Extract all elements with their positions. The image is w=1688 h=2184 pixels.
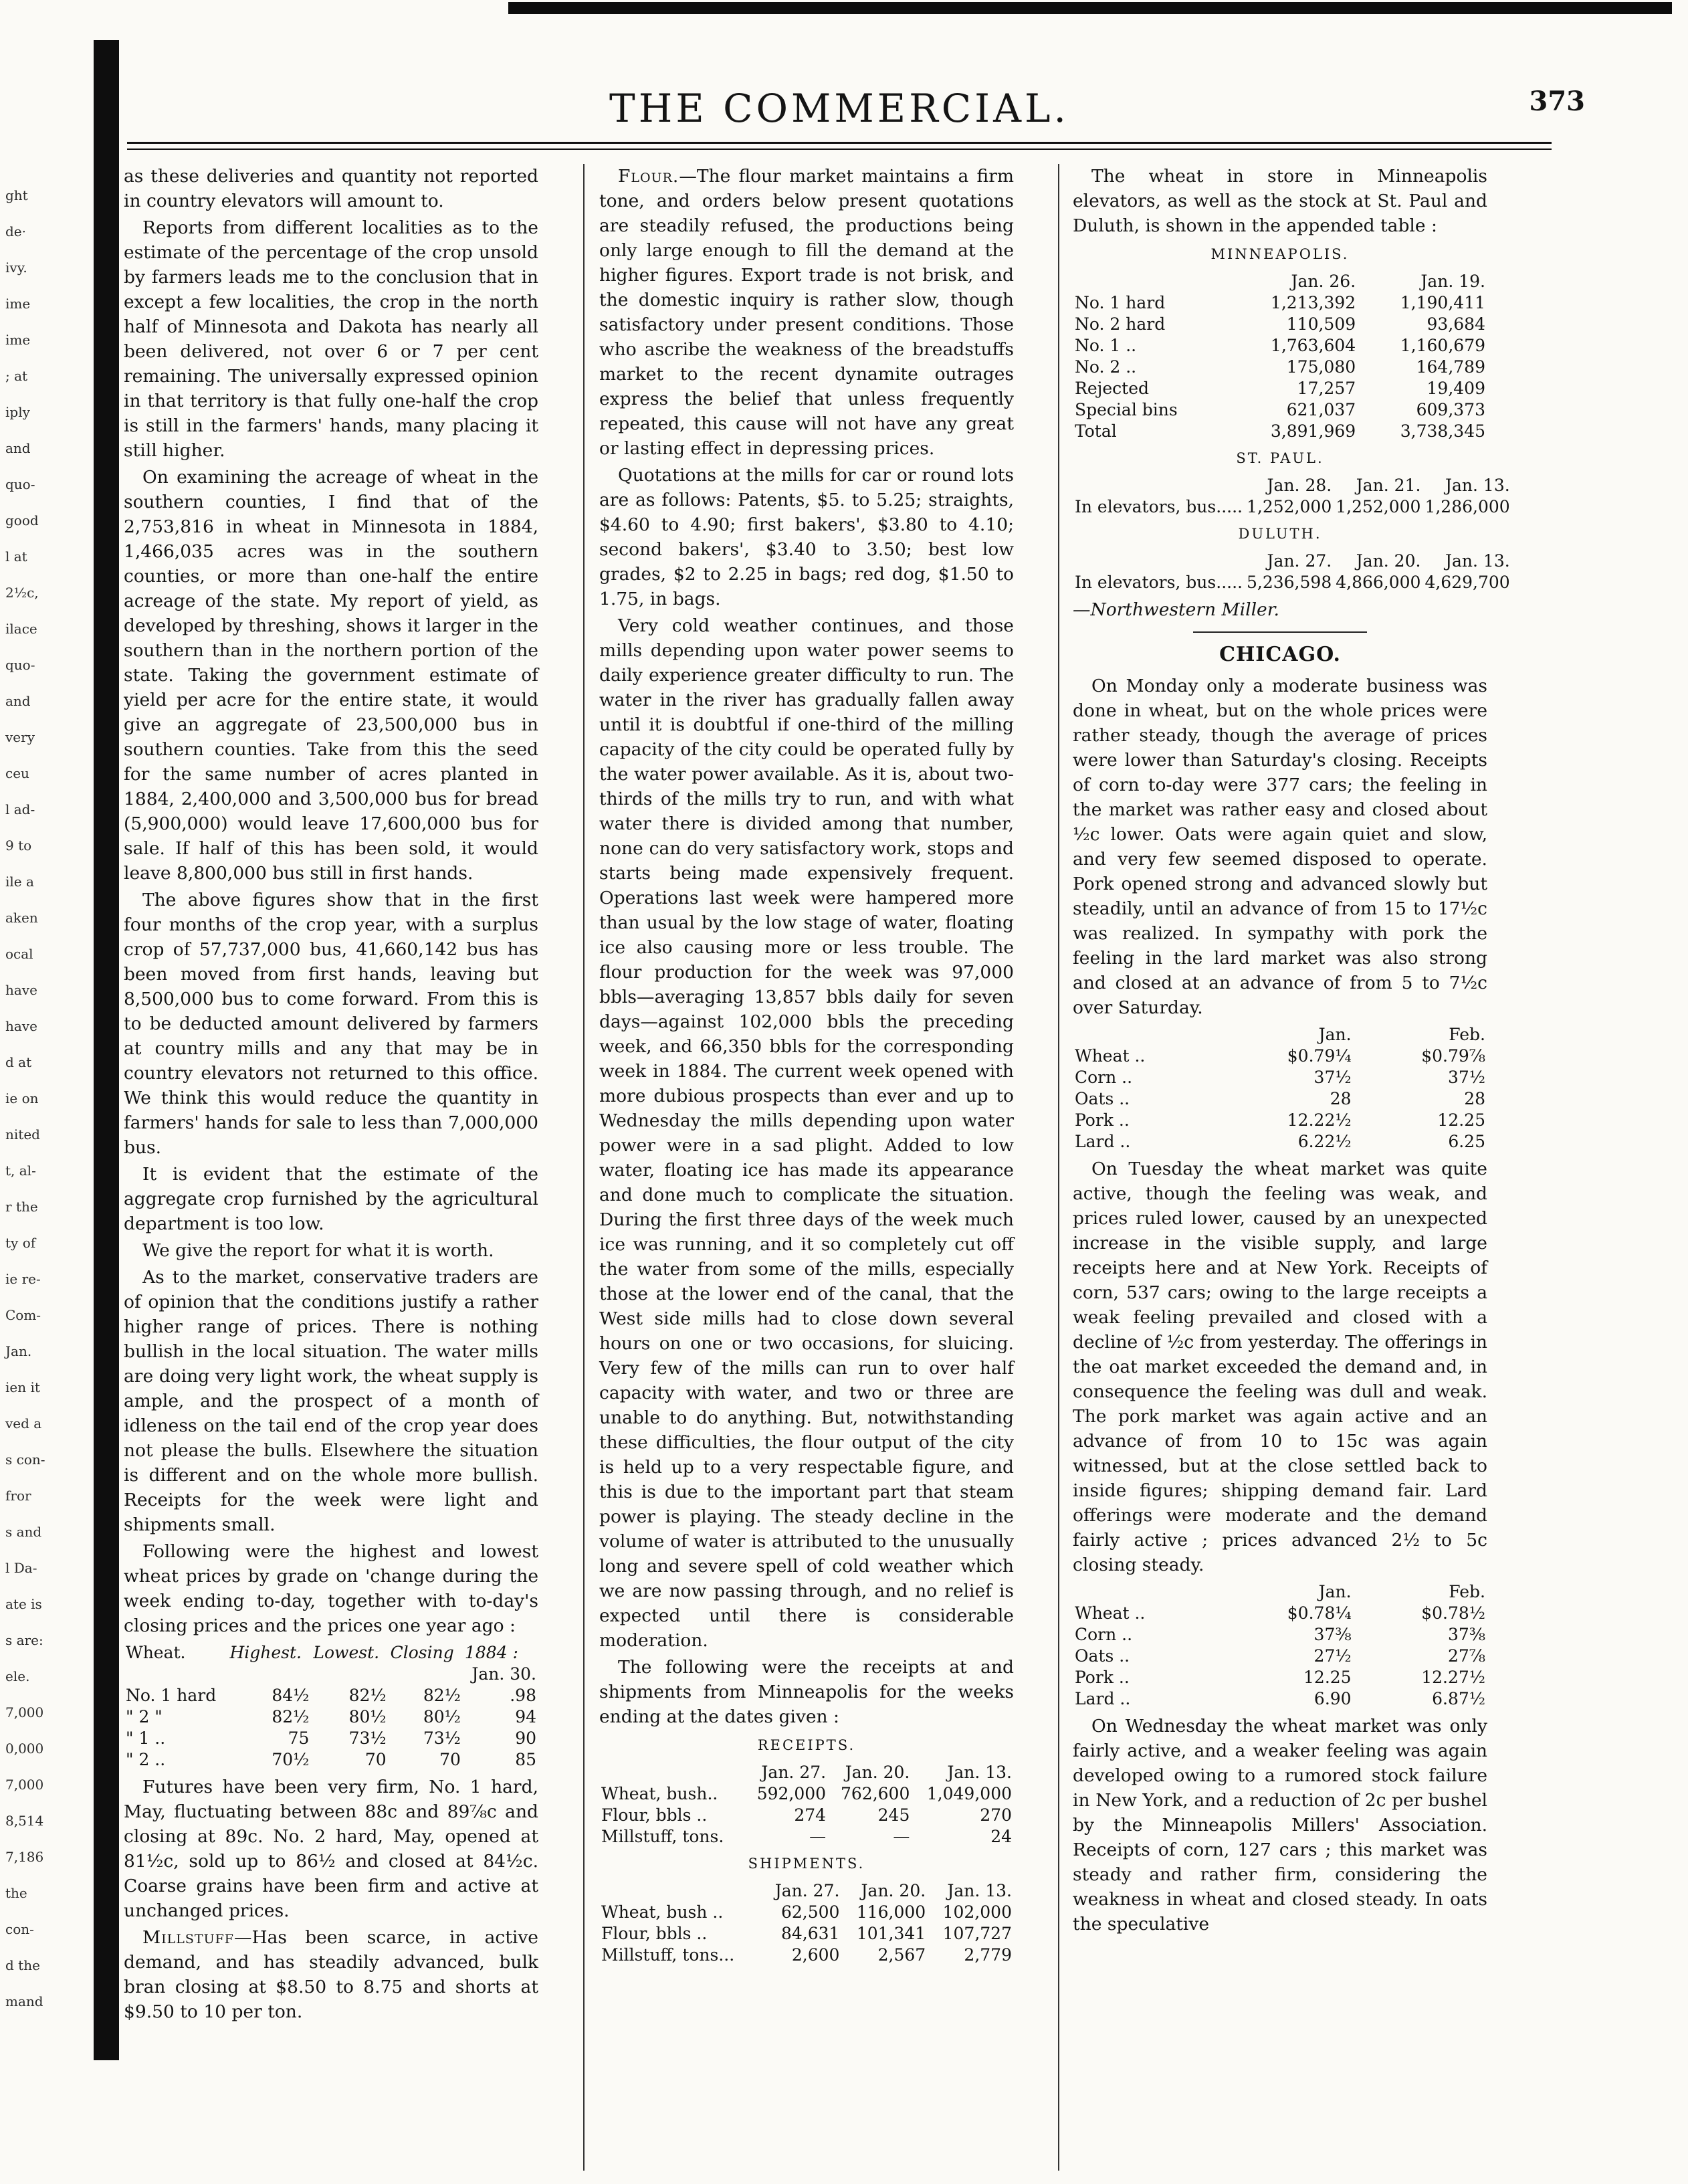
table-cell: Total [1075, 421, 1117, 441]
table-cell: " 1 .. [126, 1728, 166, 1748]
table-cell: No. 1 .. [1075, 336, 1137, 355]
table-cell: No. 1 hard [126, 1686, 217, 1705]
table-cell: 17,257 [1297, 379, 1356, 398]
paragraph: Following were the highest and lowest wheat prices by grade on 'change during the week ending to-day, together with to-day's closing prices and the prices one year ago : [124, 1541, 538, 1636]
table-cell: 37½ [1313, 1068, 1352, 1087]
margin-fragment: l ad- [5, 801, 35, 817]
table-header-cell: Jan. 27. [761, 1763, 827, 1782]
table-cell: 75 [288, 1728, 310, 1748]
table-cell: Corn .. [1075, 1068, 1133, 1087]
table-cell: 116,000 [856, 1902, 926, 1922]
table-header-cell: Jan. 28. [1267, 476, 1332, 495]
margin-fragment: quo- [5, 476, 35, 492]
table-cell: 609,373 [1416, 400, 1485, 419]
margin-fragment: ivy. [5, 260, 27, 276]
table-cell: 84,631 [780, 1924, 840, 1943]
margin-fragment: good [5, 512, 39, 528]
table-cell: 70 [364, 1750, 387, 1769]
margin-fragment: fror [5, 1488, 31, 1504]
margin-fragment: ; at [5, 368, 28, 384]
table-cell: 6.22½ [1297, 1132, 1352, 1151]
table-cell: 164,789 [1416, 357, 1485, 377]
table-cell: 28 [1330, 1089, 1352, 1108]
table-row [1073, 399, 1487, 421]
table-cell: .98 [510, 1686, 536, 1705]
paragraph: On examining the acreage of wheat in the southern counties, I find that of the 2,753,816 in wheat in Minnesota in 1884, 1,466,035 acres was in the southern counties, or more than one-half the entire acreage of the state. My report of yield, as developed by threshing, shows it larger in the southern than in the northern portion of the state. Taking the government estimate of yield per acre for the entire state, it would give an aggregate of 23,500,000 bus in southern counties. Take from this the seed for the same number of acres planted in 1884, 2,400,000 and 3,500,000 bus for bread (5,900,000) would leave 17,600,000 bus for sale. If half of this has been sold, it would leave 8,800,000 bus still in first hands. [124, 467, 538, 884]
table-cell: 1,763,604 [1270, 336, 1356, 355]
table-cell: Millstuff, tons. [601, 1827, 724, 1846]
margin-fragment: ate is [5, 1596, 42, 1612]
table-header-cell: Jan. 27. [1267, 551, 1332, 571]
table-header-cell: Feb. [1449, 1025, 1485, 1044]
table-row [1073, 572, 1512, 593]
table-cell: 175,080 [1286, 357, 1356, 377]
table-header-cell: Jan. 27. [774, 1881, 840, 1900]
table-cell: 592,000 [756, 1784, 827, 1803]
paragraph-body: —The flour market maintains a firm tone, and orders below present quotations are steadily refused, the productions being only large enough to fill the demand at the higher figures. Export trade is not brisk, and the domestic inquiry is rather slow, though satisfactory under present conditions. Those who ascribe the weakness of the breadstuffs market to the recent dynamite outrages express the belief that unless frequently repeated, this cause will not have any great or lasting effect in depressing prices. [599, 166, 1014, 459]
table-cell: 27⅞ [1447, 1646, 1485, 1666]
table-cell: 82½ [348, 1686, 387, 1705]
table-cell: 1,213,392 [1270, 293, 1356, 312]
margin-fragment: ie on [5, 1090, 39, 1106]
table-header-cell: Wheat. [126, 1643, 186, 1662]
chicago-prices-table-2 [1073, 1581, 1487, 1710]
table-header-cell: Feb. [1449, 1582, 1485, 1601]
table-cell: 80½ [423, 1707, 461, 1726]
margin-fragment: r the [5, 1199, 38, 1215]
margin-fragment: Jan. [5, 1343, 32, 1359]
table-cell: Wheat .. [1075, 1046, 1146, 1066]
table-cell: 80½ [348, 1707, 387, 1726]
table-header-cell: Jan. 13. [947, 1763, 1012, 1782]
table-header-row [1073, 271, 1487, 292]
table-cell: 37⅜ [1313, 1625, 1352, 1644]
margin-fragment: s and [5, 1524, 42, 1540]
table-cell: 5,236,598 [1246, 573, 1332, 592]
table-row [1073, 1688, 1487, 1710]
table-cell: " 2 .. [126, 1750, 166, 1769]
paragraph: The wheat in store in Minneapolis elevators, as well as the stock at St. Paul and Duluth, is shown in the appended table : [1073, 166, 1487, 236]
table-cell: 6.25 [1448, 1132, 1485, 1151]
table-header-row [1073, 1024, 1487, 1046]
margin-fragment: have [5, 1018, 37, 1034]
table-header-cell: Closing [390, 1643, 454, 1662]
margin-fragment: 8,514 [5, 1813, 44, 1829]
minneapolis-elevators-table [1073, 271, 1487, 442]
table-cell: 1,252,000 [1336, 497, 1421, 516]
table-header-row [124, 1642, 538, 1664]
table-cell: 3,738,345 [1400, 421, 1485, 441]
table-row [1073, 1131, 1487, 1153]
margin-fragment: ien it [5, 1379, 40, 1395]
margin-fragment: have [5, 982, 37, 998]
paragraph: The above figures show that in the first four months of the crop year, with a surplus crop of 57,737,000 bus, 41,660,142 bus has been moved from first hands, leaving but 8,500,000 bus to come forward. From this is to be deducted amount delivered by farmers at country mills and any that may be in country elevators not returned to this office. We think this would reduce the quantity in farmers' hands for sale to less than 7,000,000 bus. [124, 890, 538, 1158]
header-rule [127, 142, 1552, 150]
table-cell: 93,684 [1427, 314, 1485, 334]
margin-fragment: aken [5, 910, 38, 926]
table-cell: 1,160,679 [1400, 336, 1485, 355]
table-cell: 110,509 [1286, 314, 1356, 334]
table-cell: 84½ [272, 1686, 310, 1705]
table-header-cell: Highest. [229, 1643, 302, 1662]
table-header-row [599, 1880, 1014, 1902]
top-black-rule [508, 2, 1672, 14]
table-cell: 62,500 [780, 1902, 840, 1922]
table-cell: 4,866,000 [1336, 573, 1421, 592]
table-cell: No. 2 .. [1075, 357, 1137, 377]
table-header-cell [599, 1762, 744, 1783]
table-cell: Flour, bbls .. [601, 1924, 708, 1943]
margin-fragment: ile a [5, 874, 34, 890]
margin-fragment: nited [5, 1126, 40, 1143]
margin-fragment: 9 to [5, 837, 32, 854]
table-row [599, 1902, 1014, 1923]
column-1 [124, 164, 538, 2026]
binding-shadow [94, 40, 119, 2060]
page-number: 373 [1529, 86, 1585, 117]
table-header-cell: Jan. 13. [947, 1881, 1012, 1900]
table-row [1073, 357, 1487, 378]
margin-fragment: s are: [5, 1632, 43, 1648]
paragraph [124, 1925, 538, 2024]
table-cell: Oats .. [1075, 1089, 1130, 1108]
table-header-cell: Jan. [1318, 1582, 1352, 1601]
table-total-row [1073, 421, 1487, 442]
margin-fragment: iply [5, 404, 30, 420]
table-cell: $0.78¼ [1287, 1603, 1352, 1623]
table-row [599, 1805, 1014, 1826]
table-cell: 4,629,700 [1425, 573, 1510, 592]
table-cell: No. 1 hard [1075, 293, 1166, 312]
table-cell: 28 [1464, 1089, 1485, 1108]
table-cell: Oats .. [1075, 1646, 1130, 1666]
margin-fragment: ie re- [5, 1271, 41, 1287]
table-row [1073, 496, 1512, 518]
table-cell: 37⅜ [1447, 1625, 1485, 1644]
table-cell: Wheat, bush .. [601, 1902, 724, 1922]
table-cell: In elevators, bus..... [1075, 573, 1243, 592]
table-header-cell: Jan. 20. [1356, 551, 1421, 571]
margin-fragment: ilace [5, 621, 37, 637]
shipments-table [599, 1880, 1014, 1966]
chicago-prices-table-1 [1073, 1024, 1487, 1153]
paragraph: Very cold weather continues, and those mills depending upon water power seems to daily experience greater difficulty to run. The water in the river has gradually fallen away until it is doubtful if one-third of the milling capacity of the city could be operated fully by the water power available. As it is, about two-thirds of the mills try to run, and with what water there is divided among that number, none can do very satisfactory work, stops and starts being made expensively frequent. Operations last week were hampered more than usual by the low stage of water, floating ice also causing more or less trouble. The flour production for the week was 97,000 bbls—averaging 13,857 bbls daily for seven days—against 102,000 bbls the preceding week, and 66,350 bbls for the corresponding week in 1884. The current week opened with more dubious prospects than ever and up to Wednesday the mills depending upon water power were in a sad plight. Added to low water, floating ice has made its appearance and done much to complicate the situation. During the first three days of the week much ice was running, and it so completely cut off the water from some of the mills, especially those at the lower end of the canal, that the West side mills had to close down several hours on one or two occasions, for sluicing. Very few of the mills can run to over half capacity with water, and two or three are unable to do anything. But, notwithstanding these difficulties, the flour output of the city is held up to a very respectable figure, and this is due to the important part that steam power is playing. The steady decline in the volume of water is attributed to the unusually long and severe spell of cold weather which we are now passing through, and no relief is expected until there is considerable moderation. [599, 615, 1014, 1651]
table-cell: Pork .. [1075, 1110, 1130, 1130]
margin-fragment: ty of [5, 1235, 36, 1251]
margin-fragment: d at [5, 1054, 32, 1070]
section-divider [1193, 631, 1367, 633]
section-heading-chicago: CHICAGO. [1219, 643, 1341, 666]
table-row [1073, 1646, 1487, 1667]
table-row [599, 1826, 1014, 1848]
margin-fragment: t, al- [5, 1163, 36, 1179]
table-cell: 82½ [423, 1686, 461, 1705]
paragraph: As to the market, conservative traders are of opinion that the conditions justify a rather higher range of prices. There is nothing bullish in the local situation. The water mills are doing very light work, the wheat supply is ample, and the prospect of a month of idleness on the tail end of the crop year does not please the bulls. Elsewhere the situation is different and on the whole more bullish. Receipts for the week were light and shipments small. [124, 1267, 538, 1535]
table-row [1073, 1067, 1487, 1088]
table-cell: 1,190,411 [1400, 293, 1485, 312]
table-cell: 2,779 [964, 1945, 1012, 1965]
margin-fragment: 7,186 [5, 1849, 44, 1865]
table-caption: DULUTH. [1238, 526, 1322, 542]
paragraph-lead: Millstuff [142, 1927, 234, 1948]
table-header-cell [1073, 551, 1245, 572]
table-cell: Wheat .. [1075, 1603, 1146, 1623]
table-cell: $0.79⅞ [1421, 1046, 1485, 1066]
table-cell: $0.79¼ [1287, 1046, 1352, 1066]
table-cell: Lard .. [1075, 1689, 1131, 1708]
table-cell: 70½ [272, 1750, 310, 1769]
margin-fragment: de· [5, 223, 26, 239]
table-row [1073, 1603, 1487, 1624]
column-rule-2 [1058, 164, 1059, 2171]
margin-fragment: d the [5, 1957, 40, 1973]
table-header-cell: Jan. 20. [861, 1881, 926, 1900]
table-cell: 12.27½ [1421, 1668, 1485, 1687]
margin-fragment: ocal [5, 946, 33, 962]
margin-fragment: ght [5, 187, 28, 203]
column-3 [1073, 164, 1510, 1939]
duluth-table [1073, 551, 1512, 593]
table-cell: Pork .. [1075, 1668, 1130, 1687]
table-cell: 73½ [348, 1728, 387, 1748]
table-cell: In elevators, bus..... [1075, 497, 1243, 516]
table-cell: 37½ [1447, 1068, 1485, 1087]
table-cell: 90 [515, 1728, 536, 1748]
table-header-cell: Jan. 19. [1420, 272, 1485, 291]
column-rule-1 [583, 164, 585, 2171]
paragraph: On Monday only a moderate business was done in wheat, but on the whole prices were rather steady, though the average of prices were lower than Saturday's closing. Receipts of corn to-day were 377 cars; the feeling in the market was rather easy and closed about ½c lower. Oats were again quiet and slow, and very few seemed disposed to operate. Pork opened strong and advanced slowly but steadily, until an advance of from 15 to 17½c was realized. In sympathy with pork the feeling in the lard market was also strong and closed at an advance of from 5 to 7½c over Saturday. [1073, 676, 1487, 1018]
table-header-cell: 1884 : [464, 1643, 518, 1662]
table-row [1073, 335, 1487, 357]
column-2 [599, 164, 1014, 1970]
margin-fragment: con- [5, 1921, 34, 1937]
table-header-cell [1073, 271, 1228, 292]
table-cell: Rejected [1075, 379, 1150, 398]
table-header-cell: Jan. 13. [1445, 551, 1510, 571]
paragraph: as these deliveries and quantity not reported in country elevators will amount to. [124, 166, 538, 211]
table-row [1073, 1667, 1487, 1688]
table-header-cell: Jan. [1318, 1025, 1352, 1044]
table-cell: 70 [439, 1750, 461, 1769]
table-header-cell [1073, 475, 1245, 496]
table-cell: 102,000 [942, 1902, 1012, 1922]
margin-fragment: l at [5, 549, 27, 565]
table-caption: MINNEAPOLIS. [1210, 246, 1350, 262]
table-cell: 3,891,969 [1270, 421, 1356, 441]
table-header-cell [1073, 1024, 1219, 1046]
paragraph: Futures have been very firm, No. 1 hard, May, fluctuating between 88c and 89⅞c and closing at 89c. No. 2 hard, May, opened at 81½c, sold up to 86½ and closed at 84½c. Coarse grains have been firm and active at unchanged prices. [124, 1777, 538, 1921]
table-subheader-row [124, 1664, 538, 1685]
table-cell: 6.90 [1313, 1689, 1352, 1708]
margin-fragment: and [5, 440, 31, 456]
table-row [599, 1945, 1014, 1966]
binding-margin-fragments [0, 0, 88, 2184]
table-cell: 245 [877, 1805, 910, 1825]
table-cell: 1,252,000 [1246, 497, 1332, 516]
margin-fragment: 2½c, [5, 585, 39, 601]
table-cell: 82½ [272, 1707, 310, 1726]
table-cell: — [893, 1827, 910, 1846]
table-header-row [1073, 1581, 1487, 1603]
table-cell: 19,409 [1427, 379, 1485, 398]
margin-fragment: 7,000 [5, 1777, 44, 1793]
table-row [1073, 378, 1487, 399]
table-row [1073, 314, 1487, 335]
table-row [1073, 1046, 1487, 1067]
table-header-cell [599, 1880, 761, 1902]
table-cell: Wheat, bush.. [601, 1784, 718, 1803]
paragraph: It is evident that the estimate of the aggregate crop furnished by the agricultural department is too low. [124, 1164, 538, 1234]
table-header-cell: Jan. 26. [1291, 272, 1356, 291]
margin-fragment: ceu [5, 765, 29, 781]
margin-fragment: l Da- [5, 1560, 37, 1576]
table-cell: 73½ [423, 1728, 461, 1748]
table-row [124, 1749, 538, 1771]
receipts-table [599, 1762, 1014, 1848]
table-cell: 621,037 [1286, 400, 1356, 419]
table-header-cell: Jan. 13. [1445, 476, 1510, 495]
paragraph: Reports from different localities as to the estimate of the percentage of the crop unsold by farmers leads me to the conclusion that in except a few localities, the crop in the north half of Minnesota and Dakota has nearly all been delivered, not over 6 or 7 per cent remaining. The universally expressed opinion in that territory is that fully one-half the crop is still in the farmers' hands, many placing it still higher. [124, 217, 538, 461]
table-cell: 27½ [1313, 1646, 1352, 1666]
margin-fragment: s con- [5, 1452, 45, 1468]
margin-fragment: ime [5, 296, 31, 312]
table-row [124, 1728, 538, 1749]
st-paul-table [1073, 475, 1512, 518]
paragraph-body: —Has been scarce, in active demand, and has steadily advanced, bulk bran closing at $8.50 to 8.75 and shorts at $9.50 to 10 per ton. [124, 1927, 538, 2022]
table-caption: ST. PAUL. [1236, 450, 1324, 466]
table-header-cell: Lowest. [313, 1643, 380, 1662]
paragraph: On Tuesday the wheat market was quite active, though the feeling was weak, and prices ruled lower, caused by an unexpected increase in the visible supply, and large receipts here and at New York. Receipts of corn, 537 cars; owing to the large receipts a weak feeling prevailed and closed with a decline of ½c from yesterday. The offerings in the oat market exceeded the demand and, in consequence the feeling was dull and weak. The pork market was again active and an advance of from 10 to 15c was again witnessed, but at the close settled back to inside figures; shipping demand fair. Lard offerings were moderate and the demand fairly active ; prices advanced 2½ to 5c closing steady. [1073, 1159, 1487, 1575]
table-cell: 274 [794, 1805, 827, 1825]
paragraph: Quotations at the mills for car or round lots are as follows: Patents, $5. to 5.25; straights, $4.60 to 4.90; first bakers', $3.80 to 4.10; second bakers', $3.40 to 3.50; best low grades, $2 to 2.25 in bags; red dog, $1.50 to 1.75, in bags. [599, 465, 1014, 609]
table-row [1073, 1088, 1487, 1110]
wheat-prices-table [124, 1642, 538, 1771]
table-cell: — [809, 1827, 827, 1846]
table-cell: 762,600 [840, 1784, 910, 1803]
table-header-row [599, 1762, 1014, 1783]
paragraph: On Wednesday the wheat market was only fairly active, and a weaker feeling was again developed owing to a rumored stock failure in New York, and a reduction of 2c per bushel by the Minneapolis Millers' Association. Receipts of corn, 127 cars ; this market was steady and rather firm, considering the weakness in wheat and closed steady. In oats the speculative [1073, 1716, 1487, 1934]
table-caption: RECEIPTS. [757, 1737, 856, 1753]
source-credit: —Northwestern Miller. [1073, 599, 1279, 620]
paragraph-lead: Flour. [618, 166, 679, 187]
table-row [1073, 1624, 1487, 1646]
margin-fragment: and [5, 693, 31, 709]
paragraph: The following were the receipts at and shipments from Minneapolis for the weeks ending at the dates given : [599, 1657, 1014, 1727]
table-row [1073, 292, 1487, 314]
table-cell: Corn .. [1075, 1625, 1133, 1644]
table-cell: $0.78½ [1421, 1603, 1485, 1623]
margin-fragment: 7,000 [5, 1704, 44, 1720]
table-row [124, 1685, 538, 1706]
table-cell: Special bins [1075, 400, 1178, 419]
table-cell: 94 [515, 1707, 536, 1726]
table-cell: 6.87½ [1432, 1689, 1485, 1708]
paragraph [599, 164, 1014, 461]
paragraph: We give the report for what it is worth. [142, 1240, 494, 1261]
table-cell: 2,600 [791, 1945, 840, 1965]
table-cell: 12.25 [1437, 1110, 1485, 1130]
margin-fragment: ved a [5, 1415, 42, 1431]
table-cell: Lard .. [1075, 1132, 1131, 1151]
margin-fragment: very [5, 729, 35, 745]
table-cell: " 2 " [126, 1707, 163, 1726]
margin-fragment: the [5, 1885, 27, 1901]
table-header-cell: Jan. 21. [1356, 476, 1421, 495]
table-caption: SHIPMENTS. [748, 1856, 865, 1872]
table-cell: 1,286,000 [1425, 497, 1510, 516]
margin-fragment: 0,000 [5, 1741, 44, 1757]
table-row [599, 1783, 1014, 1805]
margin-fragment: Com- [5, 1307, 41, 1323]
table-header-cell [1073, 1581, 1219, 1603]
table-cell: 85 [515, 1750, 536, 1769]
table-cell: 12.22½ [1287, 1110, 1352, 1130]
table-cell: Flour, bbls .. [601, 1805, 708, 1825]
page-title: THE COMMERCIAL. [609, 86, 1069, 131]
table-cell: 270 [980, 1805, 1012, 1825]
table-cell: 2,567 [877, 1945, 926, 1965]
table-header-cell: Jan. 20. [845, 1763, 910, 1782]
margin-fragment: quo- [5, 657, 35, 673]
table-header-cell: Jan. 30. [471, 1664, 536, 1684]
margin-fragment: mand [5, 1993, 43, 2009]
table-cell: 101,341 [856, 1924, 926, 1943]
table-row [1073, 1110, 1487, 1131]
table-header-row [1073, 475, 1512, 496]
masthead [120, 86, 1585, 139]
margin-fragment: ime [5, 332, 31, 348]
table-row [124, 1706, 538, 1728]
table-cell: Millstuff, tons... [601, 1945, 735, 1965]
margin-fragment: ele. [5, 1668, 30, 1684]
table-cell: 1,049,000 [926, 1784, 1012, 1803]
table-row [599, 1923, 1014, 1945]
table-header-row [1073, 551, 1512, 572]
table-cell: 107,727 [942, 1924, 1012, 1943]
table-cell: No. 2 hard [1075, 314, 1166, 334]
table-cell: 24 [990, 1827, 1012, 1846]
table-cell: 12.25 [1303, 1668, 1352, 1687]
